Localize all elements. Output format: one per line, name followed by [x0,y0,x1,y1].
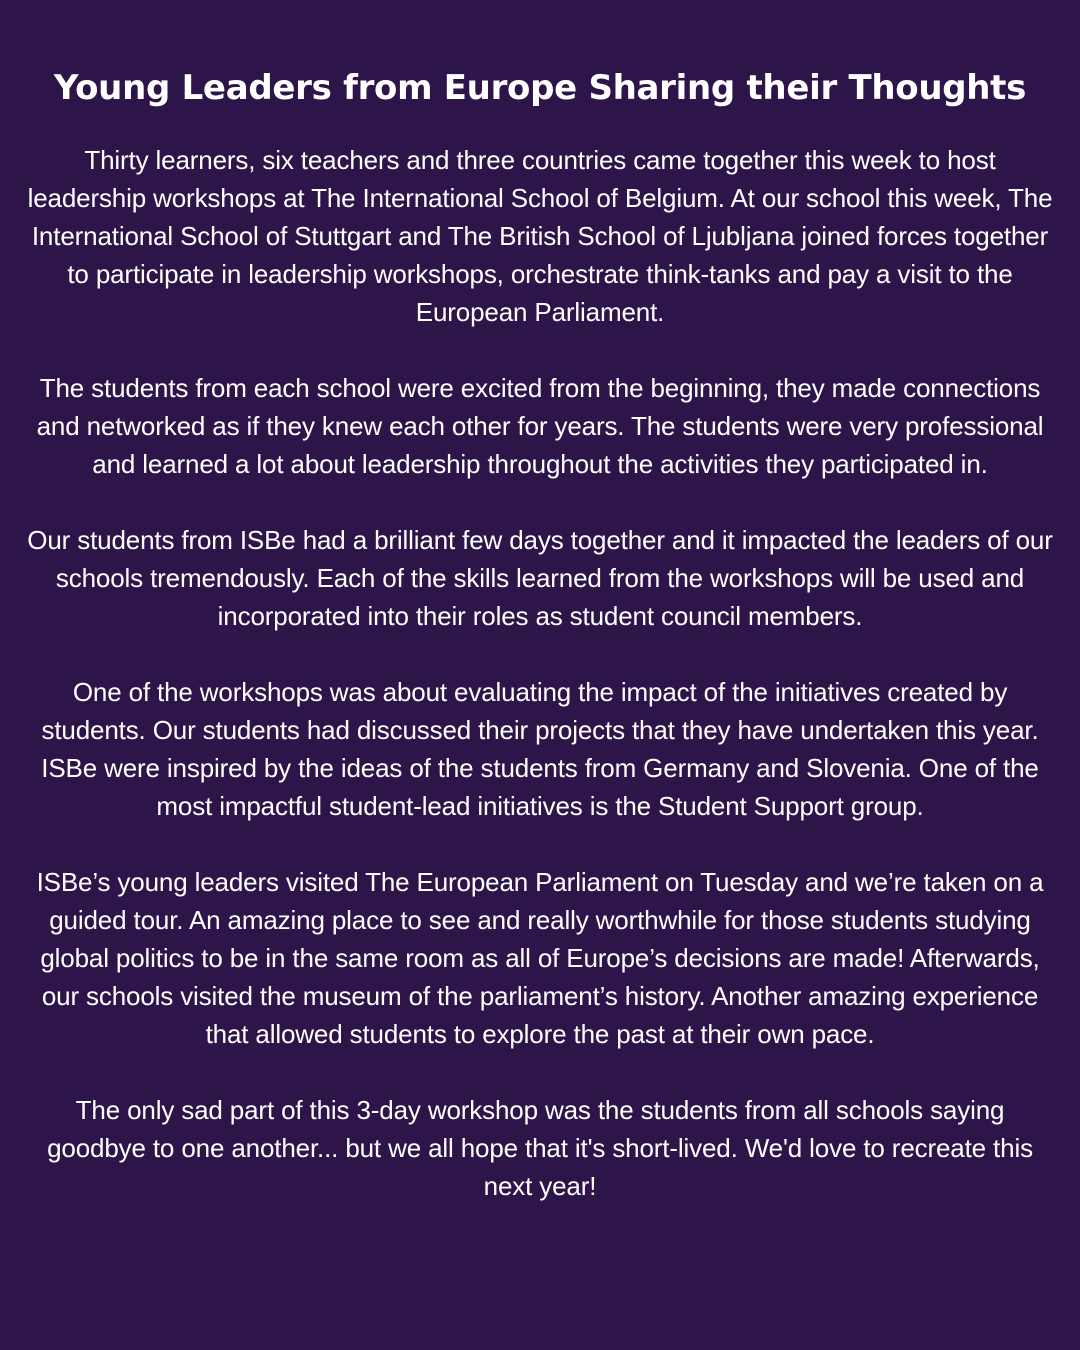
article-title: Young Leaders from Europe Sharing their Thoughts [53,68,1027,108]
paragraph-isbe-students: Our students from ISBe had a brilliant few days together and it impacted the leaders of our schools tremendously. Each of the skills learned from the workshops will be used and incorporated into their roles as student council members. [27,525,1053,631]
paragraph-workshops: One of the workshops was about evaluating the impact of the initiatives created by students. Our students had discussed their projects that they have undertaken this year. ISBe were inspired by the ideas of the students from Germany and Slovenia. One of the most impactful student-lead initiatives is the Student Support group. [41,677,1039,821]
paragraph-intro: Thirty learners, six teachers and three countries came together this week to host leadership workshops at The International School of Belgium. At our school this week, The International School of Stuttgart and The British School of Ljubljana joined forces together to participate in leadership workshops, orchestrate think-tanks and pay a visit to the European Parliament. [27,145,1053,327]
paragraph-parliament-visit: ISBe’s young leaders visited The European Parliament on Tuesday and we’re taken on a guided tour. An amazing place to see and really worthwhile for those students studying global politics to be in the same room as all of Europe’s decisions are made! Afterwards, our schools visited the museum of the parliament’s history. Another amazing experience that allowed students to explore the past at their own pace. [36,867,1044,1049]
article-body [26,141,1054,1205]
paragraph-closing: The only sad part of this 3-day workshop was the students from all schools saying goodbye to one another... but we all hope that it's short-lived. We'd love to recreate this next year! [47,1095,1033,1201]
paragraph-students-excited: The students from each school were excited from the beginning, they made connections and networked as if they knew each other for years. The students were very professional and learned a lot about leadership throughout the activities they participated in. [36,373,1044,479]
